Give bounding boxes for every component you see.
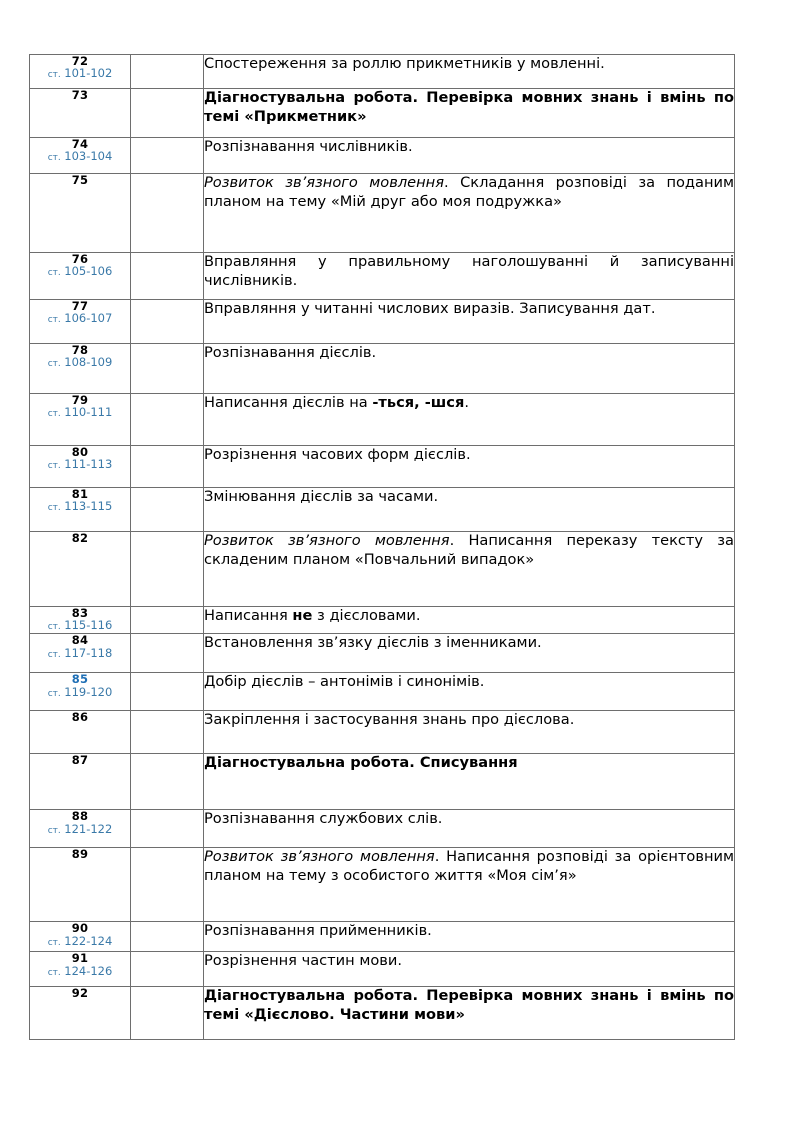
lesson-topic-text bbox=[204, 300, 734, 319]
lesson-number: 75 bbox=[71, 173, 89, 187]
lesson-number-cell bbox=[30, 253, 131, 300]
pages-prefix: ст. bbox=[47, 70, 61, 81]
lesson-number-cell bbox=[30, 848, 131, 922]
lesson-topic-text bbox=[204, 89, 734, 126]
topic-segment: Розпізнавання службових слів. bbox=[204, 810, 443, 828]
table-row bbox=[30, 952, 735, 987]
lesson-topic-cell bbox=[204, 532, 735, 607]
table-row bbox=[30, 754, 735, 810]
textbook-pages bbox=[30, 406, 130, 420]
table-row bbox=[30, 634, 735, 673]
lesson-topic-cell bbox=[204, 55, 735, 89]
lesson-number: 92 bbox=[71, 986, 89, 1001]
lesson-date-cell[interactable] bbox=[131, 848, 204, 922]
lesson-number: 79 bbox=[71, 393, 89, 407]
pages-range: 101-102 bbox=[64, 66, 113, 81]
pages-range: 119-120 bbox=[64, 684, 113, 699]
lesson-number-cell bbox=[30, 922, 131, 952]
lesson-number: 73 bbox=[71, 88, 89, 102]
textbook-pages bbox=[30, 312, 130, 326]
topic-segment: Розпізнавання дієслів. bbox=[204, 344, 377, 361]
lesson-topic-cell bbox=[204, 634, 735, 673]
pages-prefix: ст. bbox=[47, 409, 61, 420]
pages-range: 121-122 bbox=[64, 821, 113, 836]
lesson-number: 81 bbox=[71, 487, 89, 501]
lesson-number: 72 bbox=[71, 54, 89, 68]
table-row bbox=[30, 532, 735, 607]
pages-prefix: ст. bbox=[47, 967, 61, 978]
lesson-topic-text bbox=[204, 174, 734, 211]
lesson-topic-cell bbox=[204, 754, 735, 810]
lesson-date-cell[interactable] bbox=[131, 138, 204, 174]
lesson-number-cell bbox=[30, 673, 131, 711]
lesson-topic-text bbox=[204, 711, 734, 730]
lesson-number-cell bbox=[30, 138, 131, 174]
pages-range: 122-124 bbox=[64, 933, 113, 948]
pages-prefix: ст. bbox=[47, 649, 61, 660]
lesson-topic-cell bbox=[204, 673, 735, 711]
textbook-pages bbox=[30, 935, 130, 949]
topic-segment: Розрізнення часових форм дієслів. bbox=[204, 446, 471, 463]
lesson-number-cell bbox=[30, 89, 131, 138]
lesson-number: 78 bbox=[71, 343, 89, 357]
lesson-date-cell[interactable] bbox=[131, 922, 204, 952]
lesson-plan-table-body bbox=[30, 55, 735, 1040]
textbook-pages bbox=[30, 647, 130, 661]
lesson-date-cell[interactable] bbox=[131, 89, 204, 138]
lesson-topic-text bbox=[204, 446, 734, 465]
pages-prefix: ст. bbox=[47, 359, 61, 370]
lesson-number-cell bbox=[30, 488, 131, 532]
lesson-number-cell bbox=[30, 55, 131, 89]
lesson-topic-cell bbox=[204, 952, 735, 987]
topic-segment: Встановлення зв’язку дієслів з іменниками. bbox=[204, 634, 542, 652]
lesson-topic-text bbox=[204, 754, 734, 773]
topic-segment: . bbox=[464, 394, 469, 411]
lesson-date-cell[interactable] bbox=[131, 253, 204, 300]
lesson-topic-text bbox=[204, 673, 734, 692]
pages-range: 113-115 bbox=[64, 499, 113, 514]
lesson-number-cell bbox=[30, 987, 131, 1040]
pages-prefix: ст. bbox=[47, 825, 61, 836]
lesson-topic-cell bbox=[204, 253, 735, 300]
pages-range: 106-107 bbox=[64, 311, 113, 326]
lesson-topic-cell bbox=[204, 711, 735, 754]
lesson-topic-text bbox=[204, 634, 734, 653]
pages-range: 105-106 bbox=[64, 264, 113, 279]
table-row bbox=[30, 89, 735, 138]
lesson-number-cell bbox=[30, 344, 131, 394]
lesson-number: 77 bbox=[71, 299, 89, 313]
textbook-pages bbox=[30, 67, 130, 81]
lesson-number-cell bbox=[30, 810, 131, 848]
textbook-pages bbox=[30, 150, 130, 164]
pages-range: 117-118 bbox=[64, 645, 113, 660]
topic-segment: . Написання розповіді за орієнтовним планом на тему з особистого життя «Моя сім’я» bbox=[204, 848, 734, 884]
pages-range: 124-126 bbox=[64, 963, 113, 978]
pages-range: 110-111 bbox=[64, 405, 113, 420]
topic-segment: Написання bbox=[204, 607, 293, 624]
pages-prefix: ст. bbox=[47, 503, 61, 514]
pages-prefix: ст. bbox=[47, 688, 61, 699]
pages-prefix: ст. bbox=[47, 268, 61, 279]
table-row bbox=[30, 922, 735, 952]
table-row bbox=[30, 138, 735, 174]
lesson-topic-text bbox=[204, 987, 734, 1024]
topic-segment: Розвиток зв’язного мовлення bbox=[204, 532, 450, 549]
lesson-date-cell[interactable] bbox=[131, 987, 204, 1040]
lesson-number: 84 bbox=[71, 633, 89, 648]
pages-range: 108-109 bbox=[64, 355, 113, 370]
lesson-topic-text bbox=[204, 952, 734, 971]
lesson-date-cell[interactable] bbox=[131, 634, 204, 673]
lesson-number-cell bbox=[30, 754, 131, 810]
topic-segment: Розрізнення частин мови. bbox=[204, 952, 403, 970]
lesson-topic-cell bbox=[204, 174, 735, 253]
topic-segment: . Складання розповіді за поданим планом на тему «Мій друг або моя подружка» bbox=[204, 174, 734, 210]
table-row bbox=[30, 607, 735, 634]
lesson-topic-cell bbox=[204, 138, 735, 174]
pages-prefix: ст. bbox=[47, 461, 61, 472]
textbook-pages bbox=[30, 500, 130, 514]
lesson-topic-text bbox=[204, 138, 734, 157]
lesson-number-cell bbox=[30, 952, 131, 987]
lesson-number: 83 bbox=[71, 606, 89, 620]
lesson-topic-text bbox=[204, 488, 734, 507]
textbook-pages bbox=[30, 458, 130, 472]
lesson-topic-cell bbox=[204, 344, 735, 394]
topic-segment: Розпізнавання прийменників. bbox=[204, 922, 432, 940]
topic-segment: Розвиток зв’язного мовлення bbox=[204, 848, 435, 866]
lesson-topic-text bbox=[204, 55, 734, 74]
table-row bbox=[30, 488, 735, 532]
lesson-date-cell[interactable] bbox=[131, 446, 204, 488]
table-row bbox=[30, 174, 735, 253]
topic-segment: Написання дієслів на bbox=[204, 394, 373, 411]
lesson-number-cell bbox=[30, 300, 131, 344]
textbook-pages bbox=[30, 823, 130, 837]
lesson-topic-text bbox=[204, 253, 734, 290]
lesson-number: 74 bbox=[71, 137, 89, 151]
lesson-topic-cell bbox=[204, 300, 735, 344]
topic-segment: Діагностувальна робота. Перевірка мовних знань і вмінь по темі «Дієслово. Частини мови» bbox=[204, 987, 734, 1023]
pages-prefix: ст. bbox=[47, 622, 61, 633]
lesson-date-cell[interactable] bbox=[131, 673, 204, 711]
textbook-pages bbox=[30, 965, 130, 979]
lesson-topic-cell bbox=[204, 607, 735, 634]
table-row bbox=[30, 446, 735, 488]
lesson-number: 82 bbox=[71, 531, 89, 545]
topic-segment: Діагностувальна робота. Перевірка мовних знань і вмінь по темі «Прикметник» bbox=[204, 89, 734, 125]
lesson-number: 85 bbox=[71, 672, 89, 687]
table-row bbox=[30, 848, 735, 922]
lesson-date-cell[interactable] bbox=[131, 711, 204, 754]
lesson-number: 89 bbox=[71, 847, 89, 862]
textbook-pages bbox=[30, 356, 130, 370]
pages-prefix: ст. bbox=[47, 937, 61, 948]
lesson-topic-cell bbox=[204, 848, 735, 922]
lesson-number: 91 bbox=[71, 951, 89, 966]
lesson-date-cell[interactable] bbox=[131, 810, 204, 848]
lesson-date-cell[interactable] bbox=[131, 174, 204, 253]
pages-prefix: ст. bbox=[47, 153, 61, 164]
topic-segment: Добір дієслів – антонімів і синонімів. bbox=[204, 673, 485, 691]
lesson-number-cell bbox=[30, 174, 131, 253]
lesson-number: 90 bbox=[71, 921, 89, 936]
lesson-date-cell[interactable] bbox=[131, 300, 204, 344]
lesson-topic-text bbox=[204, 344, 734, 363]
topic-segment: Спостереження за роллю прикметників у мовленні. bbox=[204, 55, 605, 72]
lesson-number-cell bbox=[30, 607, 131, 634]
topic-segment: Розпізнавання числівників. bbox=[204, 138, 413, 155]
lesson-topic-cell bbox=[204, 446, 735, 488]
topic-segment: з дієсловами. bbox=[312, 607, 421, 624]
lesson-date-cell[interactable] bbox=[131, 55, 204, 89]
pages-range: 111-113 bbox=[64, 457, 113, 472]
lesson-date-cell[interactable] bbox=[131, 952, 204, 987]
table-row bbox=[30, 344, 735, 394]
topic-segment: Діагностувальна робота. Списування bbox=[204, 754, 518, 772]
topic-segment: . Написання переказу тексту за складеним планом «Повчальний випадок» bbox=[204, 532, 734, 568]
lesson-topic-text bbox=[204, 810, 734, 829]
lesson-number: 86 bbox=[71, 710, 89, 725]
lesson-topic-cell bbox=[204, 488, 735, 532]
table-row bbox=[30, 711, 735, 754]
topic-segment: не bbox=[292, 607, 313, 624]
textbook-pages bbox=[30, 686, 130, 700]
table-row bbox=[30, 673, 735, 711]
lesson-topic-text bbox=[204, 922, 734, 941]
table-row bbox=[30, 987, 735, 1040]
lesson-topic-cell bbox=[204, 810, 735, 848]
lesson-date-cell[interactable] bbox=[131, 344, 204, 394]
lesson-number-cell bbox=[30, 634, 131, 673]
table-row bbox=[30, 394, 735, 446]
topic-segment: Вправляння у читанні числових виразів. Записування дат. bbox=[204, 300, 656, 317]
lesson-topic-cell bbox=[204, 394, 735, 446]
topic-segment: Змінювання дієслів за часами. bbox=[204, 488, 439, 505]
textbook-pages bbox=[30, 619, 130, 633]
topic-segment: Закріплення і застосування знань про дієслова. bbox=[204, 711, 575, 729]
table-row bbox=[30, 300, 735, 344]
textbook-pages bbox=[30, 265, 130, 279]
lesson-plan-table bbox=[29, 54, 735, 1040]
pages-range: 103-104 bbox=[64, 149, 113, 164]
lesson-date-cell[interactable] bbox=[131, 532, 204, 607]
lesson-topic-text bbox=[204, 394, 734, 413]
table-row bbox=[30, 253, 735, 300]
topic-segment: Вправляння у правильному наголошуванні й записуванні числівників. bbox=[204, 253, 734, 289]
lesson-number: 88 bbox=[71, 809, 89, 824]
table-row bbox=[30, 55, 735, 89]
topic-segment: -ться, -шся bbox=[372, 394, 465, 411]
lesson-number: 80 bbox=[71, 445, 89, 459]
lesson-topic-text bbox=[204, 607, 734, 626]
lesson-date-cell[interactable] bbox=[131, 607, 204, 634]
lesson-topic-cell bbox=[204, 987, 735, 1040]
lesson-date-cell[interactable] bbox=[131, 394, 204, 446]
lesson-number-cell bbox=[30, 394, 131, 446]
pages-range: 115-116 bbox=[64, 618, 113, 633]
lesson-number: 87 bbox=[71, 753, 89, 768]
lesson-topic-text bbox=[204, 532, 734, 569]
lesson-topic-text bbox=[204, 848, 734, 885]
lesson-number: 76 bbox=[71, 252, 89, 266]
lesson-number-cell bbox=[30, 532, 131, 607]
lesson-number-cell bbox=[30, 446, 131, 488]
lesson-date-cell[interactable] bbox=[131, 754, 204, 810]
lesson-date-cell[interactable] bbox=[131, 488, 204, 532]
lesson-number-cell bbox=[30, 711, 131, 754]
table-row bbox=[30, 810, 735, 848]
pages-prefix: ст. bbox=[47, 315, 61, 326]
topic-segment: Розвиток зв’язного мовлення bbox=[204, 174, 444, 191]
lesson-topic-cell bbox=[204, 89, 735, 138]
lesson-topic-cell bbox=[204, 922, 735, 952]
